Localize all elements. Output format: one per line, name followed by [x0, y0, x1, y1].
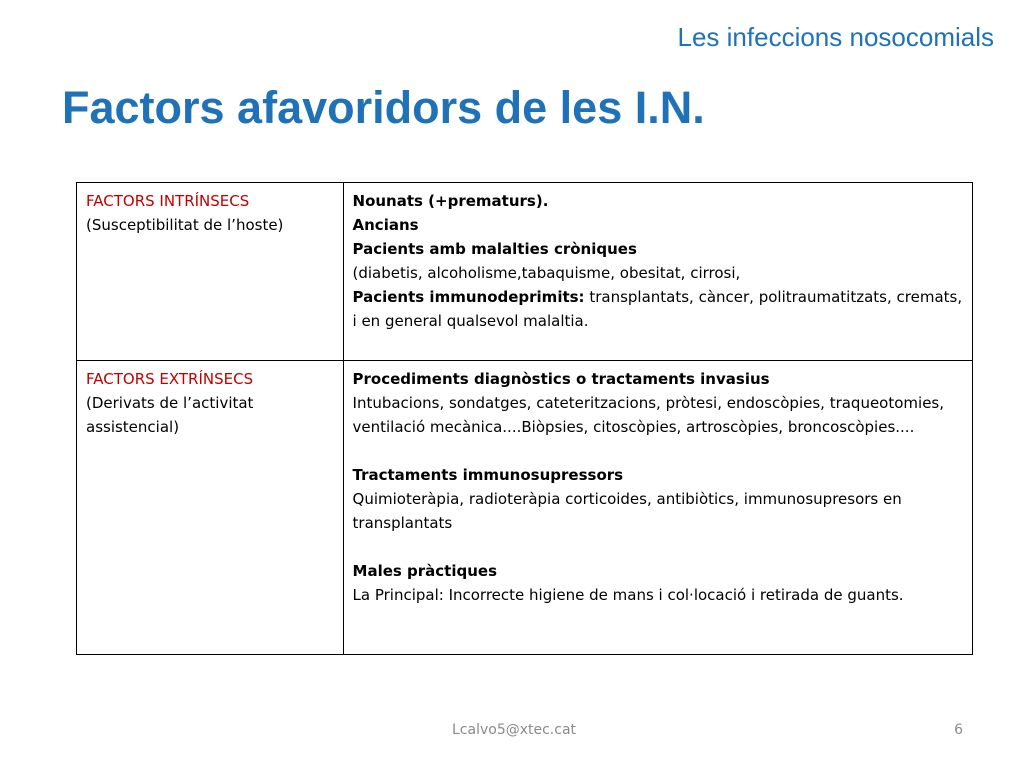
detail-line: Pacients amb malalties cròniques: [352, 240, 637, 258]
blank-line: [353, 439, 963, 463]
category-cell: [77, 183, 344, 361]
category-cell: [77, 361, 344, 655]
presentation-title: Les infeccions nosocomials: [677, 22, 994, 52]
slide-title: Factors afavoridors de les I.N.: [62, 82, 705, 133]
detail-line: Nounats (+prematurs).: [352, 192, 549, 210]
table-row: [77, 361, 973, 655]
detail-line: Quimioteràpia, radioteràpia corticoides, antibiòtics, immunosupresors en transplantats: [352, 490, 902, 532]
detail-line: [353, 285, 963, 333]
detail-cell: [343, 361, 972, 655]
footer-email: Lcalvo5@xtec.cat: [452, 722, 577, 738]
category-subtitle: (Derivats de l’activitat assistencial): [86, 394, 254, 436]
detail-line: Intubacions, sondatges, cateteritzacions, pròtesi, endoscòpies, traqueotomies, ventilació mecànica....Biòpsies, citoscòpies, artroscòpies, broncoscòpies....: [352, 394, 945, 436]
category-name: FACTORS INTRÍNSECS: [86, 192, 250, 210]
detail-cell: [343, 183, 972, 361]
detail-line: (diabetis, alcoholisme,tabaquisme, obesitat, cirrosi,: [352, 264, 741, 282]
table-row: [77, 183, 973, 361]
detail-line: Ancians: [352, 216, 419, 234]
factors-table: [76, 182, 973, 655]
category-subtitle: (Susceptibilitat de l’hoste): [86, 216, 284, 234]
page-number: 6: [954, 722, 963, 738]
detail-line: La Principal: Incorrecte higiene de mans i col·locació i retirada de guants.: [352, 586, 904, 604]
detail-line: Procediments diagnòstics o tractaments invasius: [352, 370, 770, 388]
detail-line-rest: transplantats, càncer, politraumatitzats, cremats, i en general qualsevol malaltia.: [352, 288, 963, 330]
blank-line: [353, 535, 963, 559]
detail-line-lead: Pacients immunodeprimits:: [352, 288, 585, 306]
category-name: FACTORS EXTRÍNSECS: [86, 370, 254, 388]
detail-line: Tractaments immunosupressors: [352, 466, 624, 484]
detail-line: Males pràctiques: [352, 562, 498, 580]
